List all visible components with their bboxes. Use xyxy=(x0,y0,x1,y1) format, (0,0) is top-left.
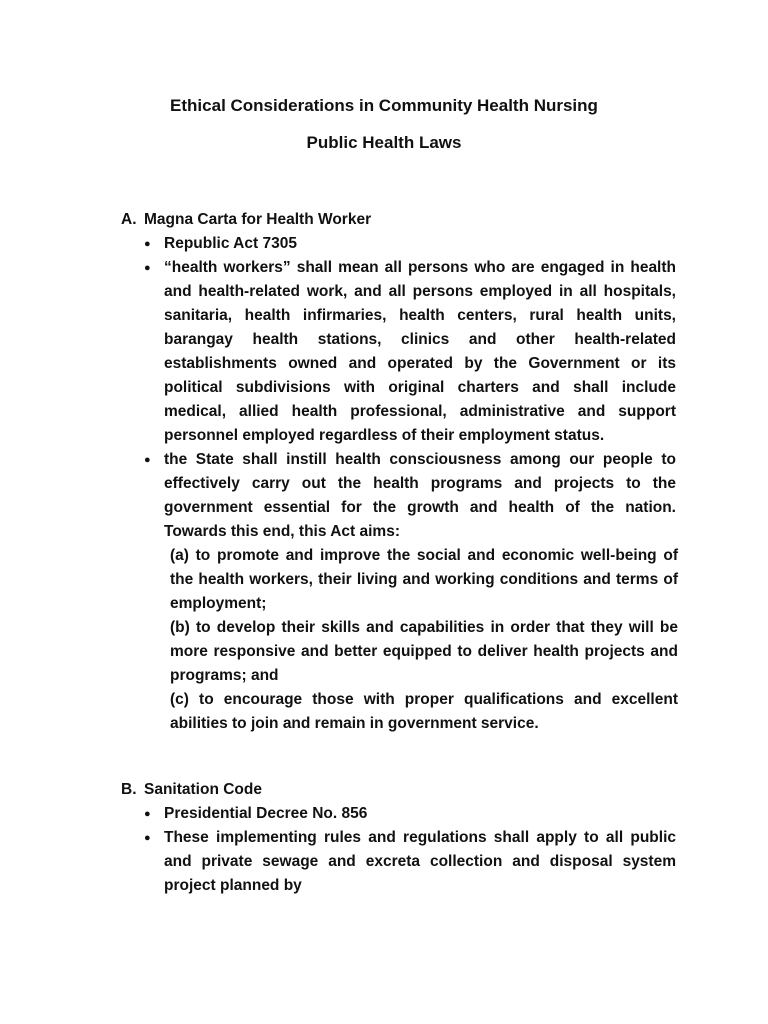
section-a xyxy=(121,208,681,736)
bullet-icon: ● xyxy=(144,454,151,466)
bullet-text: “health workers” shall mean all persons who are engaged in health and health-related work, and all persons employed in all hospitals, sanitaria, health infirmaries, health centers, rural health units, barangay health stations, clinics and other health-related establishments owned and operated by the Government or its political subdivisions with original charters and shall include medical, allied health professional, administrative and support personnel employed regardless of their employment status. xyxy=(164,259,676,444)
document-title: Ethical Considerations in Community Health Nursing xyxy=(170,96,598,115)
section-a-title: Magna Carta for Health Worker xyxy=(144,211,372,228)
section-b-heading xyxy=(121,778,681,802)
bullet-icon: ● xyxy=(144,238,151,250)
list-item xyxy=(121,826,681,898)
section-b-bullets xyxy=(121,802,681,898)
list-item xyxy=(121,448,681,736)
list-item xyxy=(121,256,681,448)
bullet-icon: ● xyxy=(144,832,151,844)
section-a-bullets xyxy=(121,232,681,736)
bullet-text: These implementing rules and regulations shall apply to all public and private sewage and excreta collection and disposal system project planned by xyxy=(164,829,676,894)
list-item xyxy=(121,802,681,826)
section-b-letter: B. xyxy=(121,781,137,798)
aim-b: (b) to develop their skills and capabilities in order that they will be more responsive and better equipped to deliver health projects and programs; and xyxy=(170,619,678,684)
document-subtitle: Public Health Laws xyxy=(306,133,462,152)
section-b xyxy=(121,778,681,898)
aim-a: (a) to promote and improve the social and economic well-being of the health workers, their living and working conditions and terms of employment; xyxy=(170,547,678,612)
bullet-text: Presidential Decree No. 856 xyxy=(164,805,368,822)
section-b-title: Sanitation Code xyxy=(144,781,262,798)
bullet-text: the State shall instill health consciousness among our people to effectively carry out the health programs and projects to the government essential for the growth and health of the nation. Towards this end, this Act aims: xyxy=(164,451,676,540)
aim-c: (c) to encourage those with proper qualifications and excellent abilities to join and remain in government service. xyxy=(170,691,678,732)
section-a-letter: A. xyxy=(121,211,137,228)
bullet-icon: ● xyxy=(144,808,151,820)
bullet-text: Republic Act 7305 xyxy=(164,235,297,252)
list-item xyxy=(121,232,681,256)
bullet-icon: ● xyxy=(144,262,151,274)
section-a-heading xyxy=(121,208,681,232)
